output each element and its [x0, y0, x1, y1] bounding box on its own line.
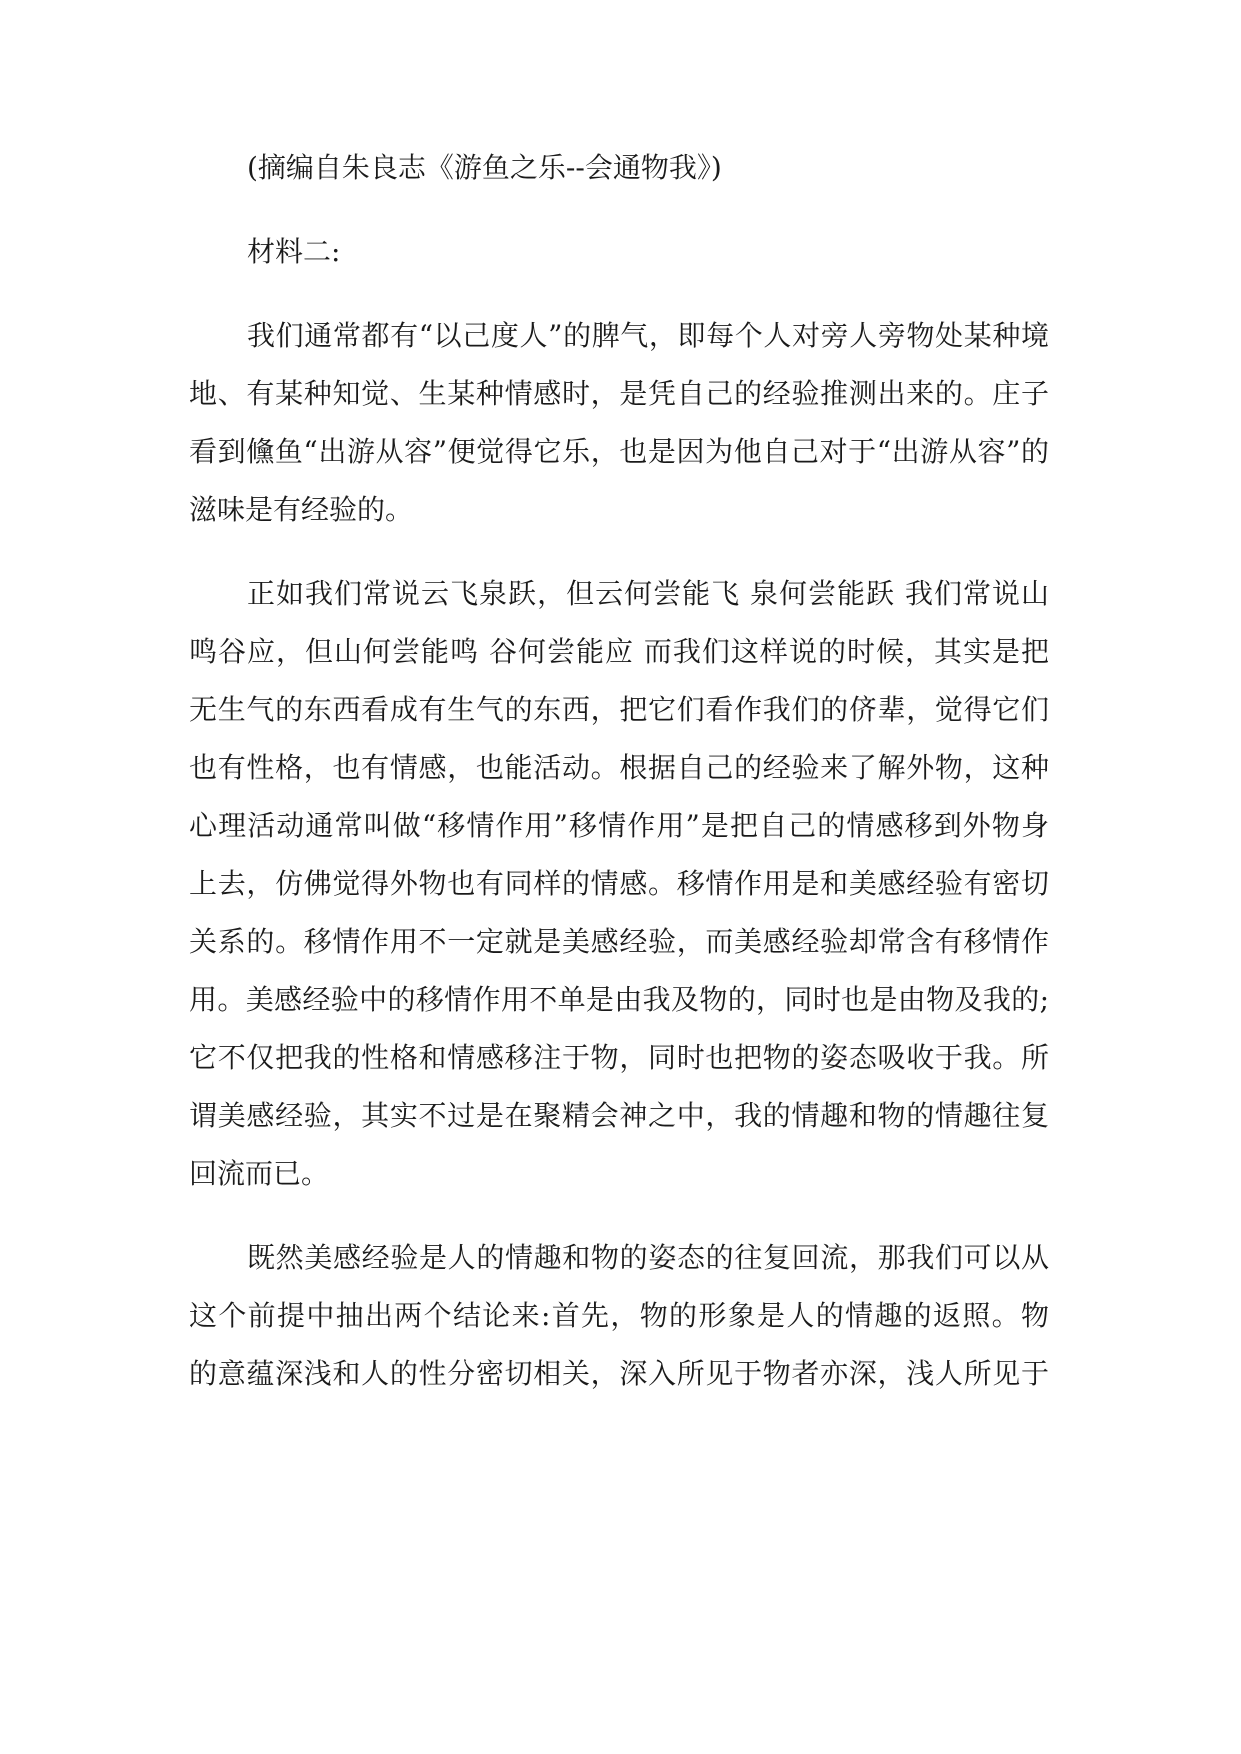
paragraph-2-line-11: 回流而已。 — [189, 1157, 330, 1190]
paragraph-2-line-5: 心理活动通常叫做“移情作用”移情作用”是把自己的情感移到外物身 — [189, 809, 1049, 842]
paragraph-2-line-1: 正如我们常说云飞泉跃，但云何尝能飞 泉何尝能跃 我们常说山 — [247, 577, 1049, 610]
paragraph-2-line-4: 也有性格，也有情感，也能活动。根据自己的经验来了解外物，这种 — [189, 751, 1049, 784]
paragraph-2-line-3: 无生气的东西看成有生气的东西，把它们看作我们的侪辈，觉得它们 — [189, 693, 1049, 726]
paragraph-1-line-4: 滋味是有经验的。 — [189, 493, 414, 526]
source-note: (摘编自朱良志《游鱼之乐--会通物我》) — [247, 151, 722, 184]
paragraph-2-line-8: 用。美感经验中的移情作用不单是由我及物的，同时也是由物及我的; — [189, 983, 1049, 1016]
paragraph-2-line-6: 上去，仿佛觉得外物也有同样的情感。移情作用是和美感经验有密切 — [189, 867, 1049, 900]
paragraph-2-line-2: 鸣谷应，但山何尝能鸣 谷何尝能应 而我们这样说的时候，其实是把 — [189, 635, 1049, 668]
paragraph-3-line-2: 这个前提中抽出两个结论来:首先，物的形象是人的情趣的返照。物 — [189, 1299, 1049, 1332]
paragraph-2-line-10: 谓美感经验，其实不过是在聚精会神之中，我的情趣和物的情趣往复 — [189, 1099, 1049, 1132]
paragraph-1-line-1: 我们通常都有“以己度人”的脾气，即每个人对旁人旁物处某种境 — [247, 319, 1049, 352]
paragraph-2-line-7: 关系的。移情作用不一定就是美感经验，而美感经验却常含有移情作 — [189, 925, 1049, 958]
paragraph-1-line-3: 看到儵鱼“出游从容”便觉得它乐，也是因为他自己对于“出游从容”的 — [189, 435, 1049, 468]
paragraph-2-line-9: 它不仅把我的性格和情感移注于物，同时也把物的姿态吸收于我。所 — [189, 1041, 1049, 1074]
paragraph-3-line-1: 既然美感经验是人的情趣和物的姿态的往复回流，那我们可以从 — [247, 1241, 1049, 1274]
paragraph-1-line-2: 地、有某种知觉、生某种情感时，是凭自己的经验推测出来的。庄子 — [189, 377, 1049, 410]
section-heading: 材料二: — [247, 235, 341, 268]
paragraph-3-line-3: 的意蕴深浅和人的性分密切相关，深入所见于物者亦深，浅人所见于 — [189, 1357, 1049, 1390]
